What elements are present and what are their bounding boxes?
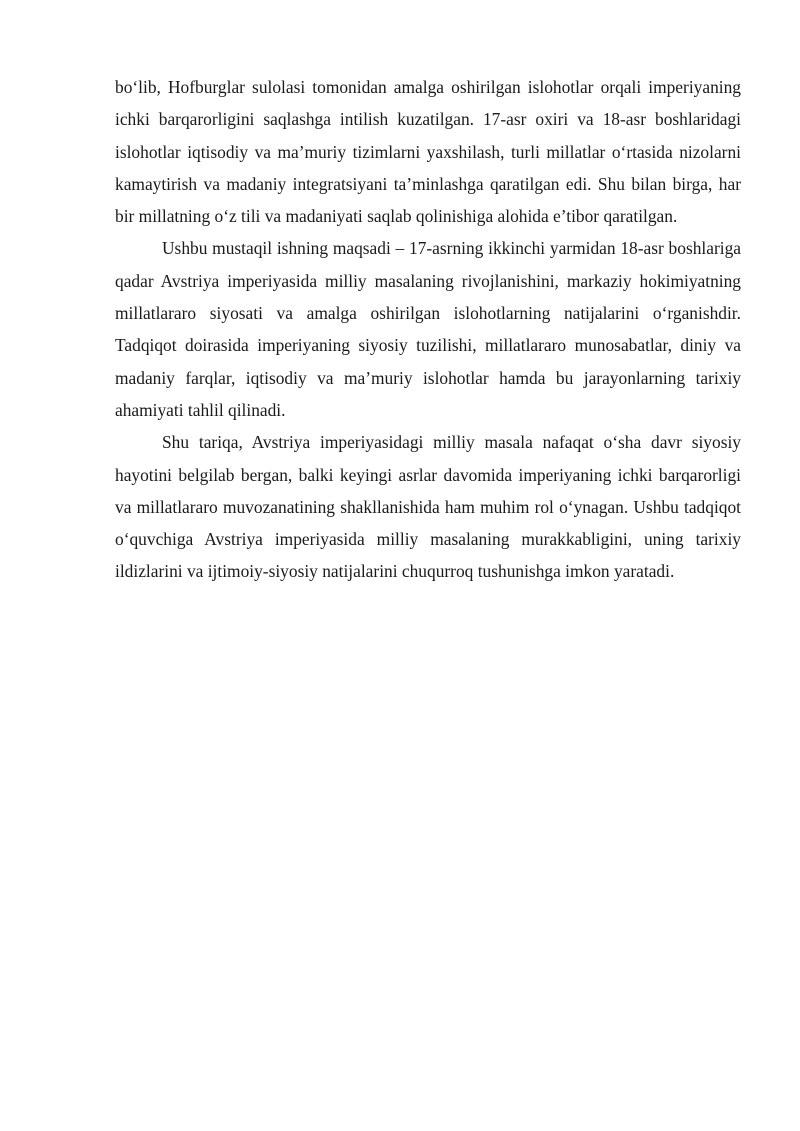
paragraph-continuation: bo‘lib, Hofburglar sulolasi tomonidan amalga oshirilgan islohotlar orqali imperiyaning ichki barqarorligini saqlashga intilish kuzatilgan. 17-asr oxiri va 18-asr boshlaridagi islohotlar iqtisodiy va ma’muriy tizimlarni yaxshilash, turli millatlar o‘rtasida nizolarni kamaytirish va madaniy integratsiyani ta’minlashga qaratilgan edi. Shu bilan birga, har bir millatning o‘z tili va madaniyati saqlab qolinishiga alohida e’tibor qaratilgan. [115,77,741,227]
paragraph-conclusion: Shu tariqa, Avstriya imperiyasidagi milliy masala nafaqat o‘sha davr siyosiy hayotini belgilab bergan, balki keyingi asrlar davomida imperiyaning ichki barqarorligi va millatlararo muvozanatining shakllanishida ham muhim rol o‘ynagan. Ushbu tadqiqot o‘quvchiga Avstriya imperiyasida milliy masalaning murakkabligini, uning tarixiy ildizlarini va ijtimoiy-siyosiy natijalarini chuqurroq tushunishga imkon yaratadi. [115,432,741,582]
paragraph-purpose: Ushbu mustaqil ishning maqsadi – 17-asrning ikkinchi yarmidan 18-asr boshlariga qadar Avstriya imperiyasida milliy masalaning rivojlanishini, markaziy hokimiyatning millatlararo siyosati va amalga oshirilgan islohotlarning natijalarini o‘rganishdir. Tadqiqot doirasida imperiyaning siyosiy tuzilishi, millatlararo munosabatlar, diniy va madaniy farqlar, iqtisodiy va ma’muriy islohotlar hamda bu jarayonlarning tarixiy ahamiyati tahlil qilinadi. [115,238,741,420]
document-page [115,71,741,588]
